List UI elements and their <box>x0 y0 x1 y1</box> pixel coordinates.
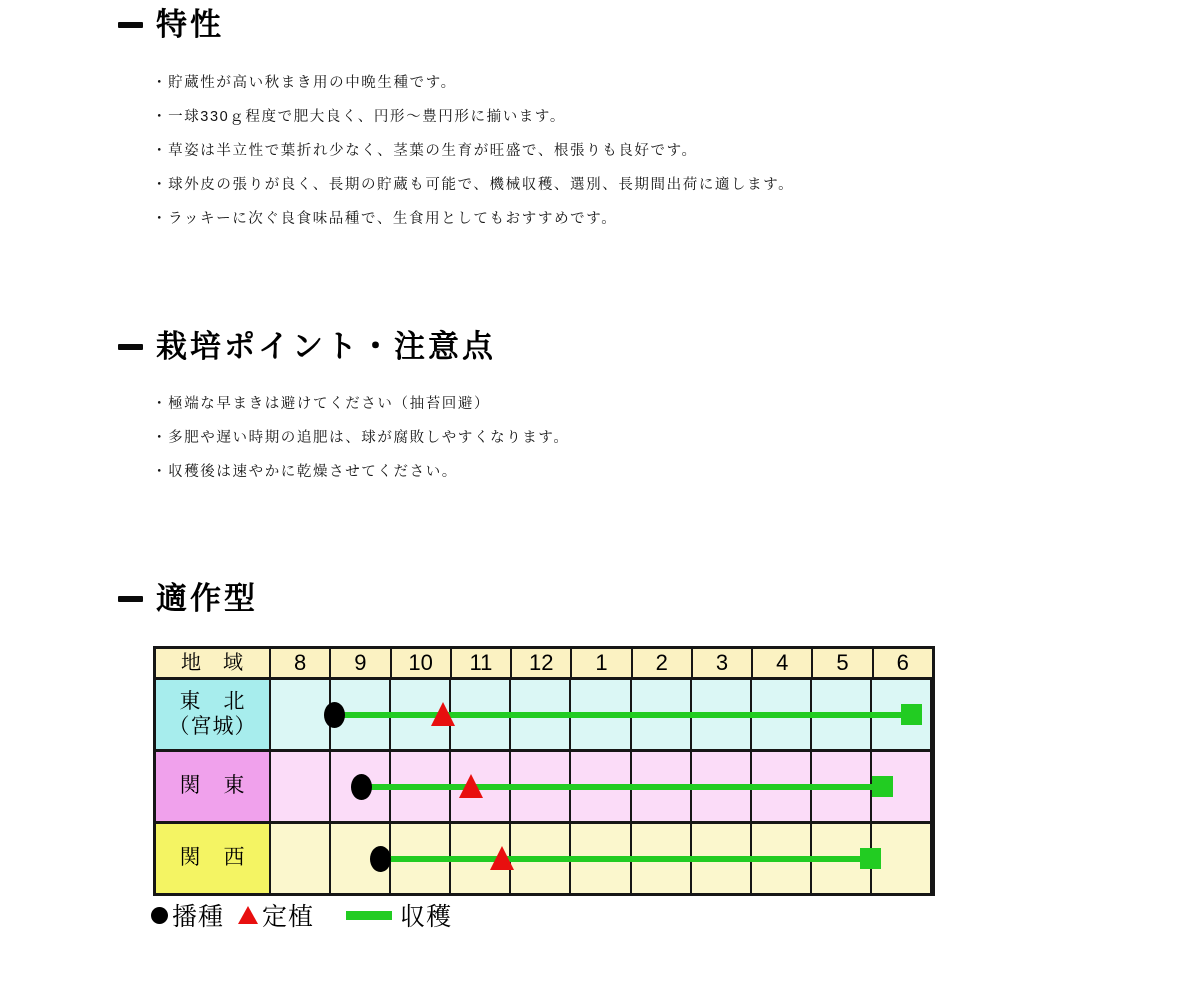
month-header-cell: 5 <box>813 649 873 677</box>
collapse-minus-icon[interactable] <box>118 22 143 28</box>
legend-item-定植 <box>238 897 314 933</box>
harvest-marker-icon <box>860 848 881 869</box>
region-label-line: 関 西 <box>179 846 246 870</box>
section-heading-characteristics <box>118 8 224 42</box>
bullet-item: ・ラッキーに次ぐ良食味品種で、生食用としてもおすすめです。 <box>152 211 618 227</box>
month-header-cell: 10 <box>392 649 452 677</box>
planting-calendar-table <box>153 646 935 896</box>
calendar-region-row <box>156 677 932 749</box>
month-cell <box>271 824 331 893</box>
section-title-characteristics: 特性 <box>156 7 224 42</box>
section-heading-suitable-type <box>118 582 258 616</box>
harvest-marker-icon <box>872 776 893 797</box>
month-cell <box>271 752 331 821</box>
bullet-item: ・一球330ｇ程度で肥大良く、円形〜豊円形に揃います。 <box>152 109 566 125</box>
bullet-item: ・収穫後は速やかに乾燥させてください。 <box>152 464 458 480</box>
region-month-area <box>271 680 932 749</box>
sowing-marker-icon <box>151 907 168 924</box>
planting-calendar-legend <box>151 897 466 933</box>
collapse-minus-icon[interactable] <box>118 344 143 350</box>
month-header-cell: 3 <box>693 649 753 677</box>
bullet-item: ・多肥や遅い時期の追肥は、球が腐敗しやすくなります。 <box>152 430 570 446</box>
month-header-cell: 1 <box>572 649 632 677</box>
month-header-cell: 6 <box>896 650 909 675</box>
month-header-cell: 4 <box>753 649 813 677</box>
sowing-marker-icon <box>370 846 391 872</box>
calendar-header-row <box>156 649 932 677</box>
transplant-marker-icon <box>431 702 455 726</box>
month-header-cell: 9 <box>331 649 391 677</box>
legend-item-播種 <box>151 897 224 933</box>
section-title-suitable-type: 適作型 <box>156 581 258 616</box>
month-header-cells <box>271 649 932 677</box>
growing-period-line <box>380 856 870 862</box>
transplant-marker-icon <box>238 906 258 924</box>
characteristics-list <box>152 76 794 246</box>
region-label-line: 東 北 <box>179 690 246 714</box>
region-label-line: 関 東 <box>179 774 246 798</box>
section-heading-cultivation-points <box>118 330 496 364</box>
collapse-minus-icon[interactable] <box>118 596 143 602</box>
month-cell <box>271 680 331 749</box>
bullet-item: ・草姿は半立性で葉折れ少なく、茎葉の生育が旺盛で、根張りも良好です。 <box>152 143 698 159</box>
calendar-region-row <box>156 821 932 893</box>
growing-period-line <box>362 784 883 790</box>
region-column-header: 地 域 <box>156 649 271 677</box>
legend-label: 播種 <box>172 903 225 931</box>
bullet-item: ・球外皮の張りが良く、長期の貯蔵も可能で、機械収穫、選別、長期間出荷に適します。 <box>152 177 795 193</box>
sowing-marker-icon <box>351 774 372 800</box>
sowing-marker-icon <box>324 702 345 728</box>
growing-period-line <box>335 712 912 718</box>
bullet-item: ・貯蔵性が高い秋まき用の中晩生種です。 <box>152 75 457 91</box>
region-month-area <box>271 752 932 821</box>
harvest-marker-icon <box>346 911 392 920</box>
calendar-region-row <box>156 749 932 821</box>
region-month-area <box>271 824 932 893</box>
section-title-cultivation-points: 栽培ポイント・注意点 <box>156 329 496 364</box>
transplant-marker-icon <box>459 774 483 798</box>
transplant-marker-icon <box>490 846 514 870</box>
legend-label: 収穫 <box>400 903 453 931</box>
month-header-cell: 11 <box>452 649 512 677</box>
harvest-marker-icon <box>901 704 922 725</box>
legend-label: 定植 <box>262 903 315 931</box>
cultivation-points-list <box>152 397 569 499</box>
month-header-cell: 2 <box>633 649 693 677</box>
month-header-cell: 12 <box>512 649 572 677</box>
region-label <box>156 680 271 749</box>
month-cell <box>872 824 932 893</box>
region-label <box>156 824 271 893</box>
region-label <box>156 752 271 821</box>
month-header-cell: 8 <box>271 649 331 677</box>
region-label-line: （宮城） <box>168 714 257 738</box>
bullet-item: ・極端な早まきは避けてください（抽苔回避） <box>152 396 491 412</box>
legend-item-収穫 <box>328 897 452 933</box>
